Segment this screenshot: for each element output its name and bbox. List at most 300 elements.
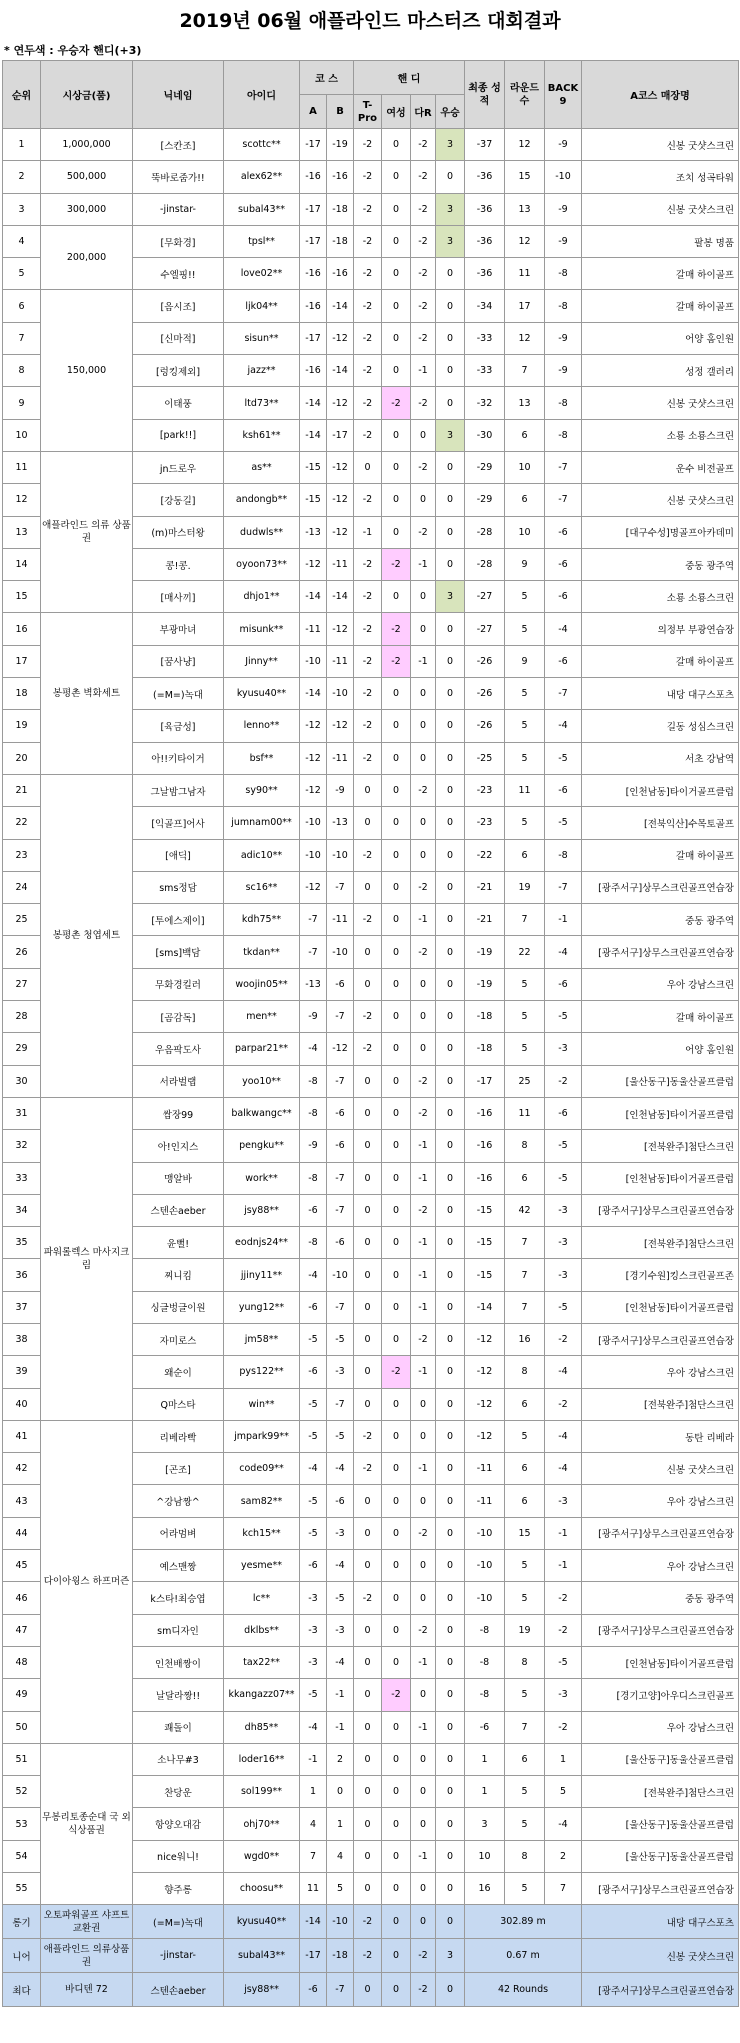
shop-cell: 어양 홈인원: [582, 322, 739, 354]
female-handi-cell: 0: [382, 1776, 411, 1808]
page-title: 2019년 06월 애플라인드 마스터즈 대회결과: [179, 10, 561, 32]
shop-cell: [광주서구]상무스크린골프연습장: [582, 1873, 739, 1905]
rounds-cell: 6: [505, 1388, 545, 1420]
shop-cell: [경기고양]아우디스크린골프: [582, 1679, 739, 1711]
b-course-cell: -10: [327, 1905, 354, 1939]
rank-cell: 16: [3, 613, 41, 645]
award-label-cell: 니어: [3, 1939, 41, 1973]
a-course-cell: 7: [300, 1840, 327, 1872]
nickname-cell: nice워니!: [133, 1840, 224, 1872]
winner-handi-cell: 0: [436, 1227, 465, 1259]
daro-handi-cell: -2: [411, 516, 436, 548]
table-row: [3, 193, 739, 225]
id-cell: yesme**: [224, 1550, 300, 1582]
id-cell: pys122**: [224, 1356, 300, 1388]
id-cell: tpsl**: [224, 225, 300, 257]
final-score-cell: 1: [465, 1743, 505, 1775]
nickname-cell: 날달라짱!!: [133, 1679, 224, 1711]
a-course-cell: -12: [300, 710, 327, 742]
nickname-cell: -jinstar-: [133, 193, 224, 225]
b-course-cell: -13: [327, 807, 354, 839]
rank-cell: 34: [3, 1194, 41, 1226]
a-course-cell: -17: [300, 1939, 327, 1973]
b-course-cell: -12: [327, 387, 354, 419]
rank-cell: 14: [3, 548, 41, 580]
back9-cell: -4: [545, 1420, 582, 1452]
b-course-cell: -7: [327, 1973, 354, 2007]
a-course-cell: -14: [300, 678, 327, 710]
back9-cell: -6: [545, 548, 582, 580]
final-score-cell: -36: [465, 193, 505, 225]
back9-cell: 2: [545, 1840, 582, 1872]
a-course-cell: -9: [300, 1001, 327, 1033]
a-course-cell: -3: [300, 1582, 327, 1614]
nickname-cell: [신마적]: [133, 322, 224, 354]
tpro-cell: 0: [354, 1227, 382, 1259]
daro-handi-cell: -1: [411, 1646, 436, 1678]
rounds-cell: 10: [505, 451, 545, 483]
tpro-cell: 0: [354, 1550, 382, 1582]
b-course-cell: 5: [327, 1873, 354, 1905]
rounds-cell: 5: [505, 710, 545, 742]
tpro-cell: -2: [354, 484, 382, 516]
b-course-cell: -12: [327, 322, 354, 354]
final-score-cell: -28: [465, 516, 505, 548]
daro-handi-cell: 0: [411, 1905, 436, 1939]
rank-cell: 11: [3, 451, 41, 483]
header-handi: 핸 디: [354, 61, 465, 95]
a-course-cell: -10: [300, 645, 327, 677]
id-cell: woojin05**: [224, 968, 300, 1000]
rounds-cell: 12: [505, 322, 545, 354]
tpro-cell: -2: [354, 613, 382, 645]
shop-cell: 어양 홈인원: [582, 1033, 739, 1065]
nickname-cell: 스텐손aeber: [133, 1973, 224, 2007]
nickname-cell: 부광마녀: [133, 613, 224, 645]
b-course-cell: -5: [327, 1420, 354, 1452]
rounds-cell: 12: [505, 129, 545, 161]
winner-handi-cell: 0: [436, 904, 465, 936]
final-score-cell: -36: [465, 258, 505, 290]
b-course-cell: -12: [327, 710, 354, 742]
winner-handi-cell: 0: [436, 1033, 465, 1065]
rounds-cell: 6: [505, 1162, 545, 1194]
a-course-cell: -4: [300, 1033, 327, 1065]
shop-cell: 내당 대구스포츠: [582, 678, 739, 710]
b-course-cell: -1: [327, 1711, 354, 1743]
id-cell: balkwangc**: [224, 1097, 300, 1129]
final-score-cell: -27: [465, 581, 505, 613]
tpro-cell: -2: [354, 645, 382, 677]
female-handi-cell: 0: [382, 451, 411, 483]
final-score-cell: -28: [465, 548, 505, 580]
nickname-cell: sm디자인: [133, 1614, 224, 1646]
id-cell: love02**: [224, 258, 300, 290]
a-course-cell: -9: [300, 1130, 327, 1162]
daro-handi-cell: 0: [411, 1873, 436, 1905]
b-course-cell: -6: [327, 1130, 354, 1162]
final-score-cell: -12: [465, 1420, 505, 1452]
daro-handi-cell: -1: [411, 1453, 436, 1485]
b-course-cell: -12: [327, 516, 354, 548]
nickname-cell: 윤뻘!: [133, 1227, 224, 1259]
female-handi-cell: 0: [382, 1097, 411, 1129]
results-table: [2, 60, 739, 2007]
id-cell: kkangazz07**: [224, 1679, 300, 1711]
winner-handi-cell: 3: [436, 419, 465, 451]
female-handi-cell: 0: [382, 1939, 411, 1973]
rank-cell: 50: [3, 1711, 41, 1743]
daro-handi-cell: -1: [411, 1162, 436, 1194]
back9-cell: -5: [545, 1001, 582, 1033]
shop-cell: [전북완주]첨단스크린: [582, 1227, 739, 1259]
female-handi-cell: 0: [382, 742, 411, 774]
final-score-cell: -12: [465, 1388, 505, 1420]
daro-handi-cell: -2: [411, 871, 436, 903]
header-nickname: 닉네임: [133, 61, 224, 129]
header-shop: A코스 매장명: [582, 61, 739, 129]
id-cell: adic10**: [224, 839, 300, 871]
award-label-cell: 최다: [3, 1973, 41, 2007]
table-row: [3, 161, 739, 193]
winner-handi-cell: 0: [436, 710, 465, 742]
id-cell: yung12**: [224, 1291, 300, 1323]
shop-cell: 소룡 소룡스크린: [582, 419, 739, 451]
female-handi-cell: 0: [382, 1227, 411, 1259]
a-course-cell: -12: [300, 548, 327, 580]
winner-handi-cell: 0: [436, 1162, 465, 1194]
rank-cell: 26: [3, 936, 41, 968]
female-handi-cell: 0: [382, 516, 411, 548]
shop-cell: [광주서구]상무스크린골프연습장: [582, 1973, 739, 2007]
id-cell: sol199**: [224, 1776, 300, 1808]
tpro-cell: -2: [354, 1453, 382, 1485]
back9-cell: -9: [545, 193, 582, 225]
tpro-cell: -2: [354, 322, 382, 354]
back9-cell: -5: [545, 1130, 582, 1162]
female-handi-cell: 0: [382, 1808, 411, 1840]
rank-cell: 4: [3, 225, 41, 257]
a-course-cell: 1: [300, 1776, 327, 1808]
rounds-cell: 17: [505, 290, 545, 322]
rank-cell: 31: [3, 1097, 41, 1129]
rank-cell: 9: [3, 387, 41, 419]
nickname-cell: [곤조]: [133, 1453, 224, 1485]
b-course-cell: -18: [327, 225, 354, 257]
nickname-cell: 항양오대감: [133, 1808, 224, 1840]
b-course-cell: -11: [327, 742, 354, 774]
back9-cell: -4: [545, 1356, 582, 1388]
shop-cell: 신봉 굿샷스크린: [582, 387, 739, 419]
back9-cell: -5: [545, 1162, 582, 1194]
b-course-cell: -17: [327, 419, 354, 451]
daro-handi-cell: -2: [411, 129, 436, 161]
nickname-cell: [스칸조]: [133, 129, 224, 161]
final-score-cell: -11: [465, 1453, 505, 1485]
id-cell: jsy88**: [224, 1194, 300, 1226]
rounds-cell: 5: [505, 1420, 545, 1452]
final-score-cell: -21: [465, 904, 505, 936]
female-handi-cell: 0: [382, 129, 411, 161]
final-score-cell: -33: [465, 355, 505, 387]
female-handi-cell: -2: [382, 387, 411, 419]
shop-cell: 운수 비전골프: [582, 451, 739, 483]
nickname-cell: k스타!최승엽: [133, 1582, 224, 1614]
back9-cell: -4: [545, 936, 582, 968]
tpro-cell: -2: [354, 904, 382, 936]
id-cell: kch15**: [224, 1517, 300, 1549]
winner-handi-cell: 0: [436, 1420, 465, 1452]
shop-cell: 팔봉 명품: [582, 225, 739, 257]
id-cell: kdh75**: [224, 904, 300, 936]
nickname-cell: 인천배짱이: [133, 1646, 224, 1678]
female-handi-cell: 0: [382, 1130, 411, 1162]
prize-cell: 다이아윙스 하프머즌: [41, 1420, 133, 1743]
nickname-cell: [꿈사냥]: [133, 645, 224, 677]
header-daro: 다R: [411, 95, 436, 129]
daro-handi-cell: -1: [411, 1130, 436, 1162]
table-row: [3, 225, 739, 257]
prize-cell: 1,000,000: [41, 129, 133, 161]
back9-cell: -2: [545, 1323, 582, 1355]
female-handi-cell: 0: [382, 678, 411, 710]
rank-cell: 45: [3, 1550, 41, 1582]
tpro-cell: 0: [354, 774, 382, 806]
rank-cell: 10: [3, 419, 41, 451]
a-course-cell: -6: [300, 1194, 327, 1226]
rounds-cell: 19: [505, 1614, 545, 1646]
shop-cell: 중동 광주역: [582, 548, 739, 580]
winner-handi-cell: 0: [436, 1711, 465, 1743]
tpro-cell: 0: [354, 1356, 382, 1388]
nickname-cell: [sms]백담: [133, 936, 224, 968]
rounds-cell: 7: [505, 1711, 545, 1743]
rounds-cell: 42: [505, 1194, 545, 1226]
b-course-cell: -3: [327, 1517, 354, 1549]
tpro-cell: 0: [354, 1808, 382, 1840]
id-cell: men**: [224, 1001, 300, 1033]
id-cell: sam82**: [224, 1485, 300, 1517]
id-cell: dudwls**: [224, 516, 300, 548]
winner-handi-cell: 0: [436, 451, 465, 483]
id-cell: yoo10**: [224, 1065, 300, 1097]
id-cell: oyoon73**: [224, 548, 300, 580]
back9-cell: -5: [545, 1291, 582, 1323]
a-course-cell: -7: [300, 936, 327, 968]
b-course-cell: -7: [327, 1291, 354, 1323]
rank-cell: 20: [3, 742, 41, 774]
rounds-cell: 15: [505, 161, 545, 193]
shop-cell: 우아 강남스크린: [582, 1356, 739, 1388]
winner-handi-cell: 0: [436, 1646, 465, 1678]
back9-cell: 5: [545, 1776, 582, 1808]
daro-handi-cell: -1: [411, 645, 436, 677]
winner-handi-cell: 0: [436, 1776, 465, 1808]
rounds-cell: 13: [505, 193, 545, 225]
shop-cell: [인천남동]타이거골프클럽: [582, 774, 739, 806]
b-course-cell: -1: [327, 1679, 354, 1711]
female-handi-cell: 0: [382, 290, 411, 322]
daro-handi-cell: 0: [411, 1485, 436, 1517]
shop-cell: 동탄 리베라: [582, 1420, 739, 1452]
nickname-cell: ^강남짱^: [133, 1485, 224, 1517]
final-score-cell: -15: [465, 1194, 505, 1226]
final-score-cell: -29: [465, 484, 505, 516]
a-course-cell: -5: [300, 1323, 327, 1355]
rank-cell: 5: [3, 258, 41, 290]
a-course-cell: -1: [300, 1743, 327, 1775]
back9-cell: -4: [545, 613, 582, 645]
winner-handi-cell: 0: [436, 1973, 465, 2007]
tpro-cell: 0: [354, 936, 382, 968]
b-course-cell: -19: [327, 129, 354, 161]
award-label-cell: 롱기: [3, 1905, 41, 1939]
daro-handi-cell: -2: [411, 1517, 436, 1549]
b-course-cell: 0: [327, 1776, 354, 1808]
final-score-cell: -10: [465, 1550, 505, 1582]
header-b: B: [327, 95, 354, 129]
tpro-cell: -2: [354, 678, 382, 710]
winner-handi-cell: 0: [436, 678, 465, 710]
shop-cell: 신봉 굿샷스크린: [582, 484, 739, 516]
shop-cell: 우아 강남스크린: [582, 1485, 739, 1517]
tpro-cell: 0: [354, 1840, 382, 1872]
final-score-cell: 1: [465, 1776, 505, 1808]
tpro-cell: -2: [354, 290, 382, 322]
shop-cell: 우아 강남스크린: [582, 968, 739, 1000]
a-course-cell: -15: [300, 484, 327, 516]
a-course-cell: -7: [300, 904, 327, 936]
shop-cell: [전북완주]첨단스크린: [582, 1130, 739, 1162]
tpro-cell: 0: [354, 1162, 382, 1194]
winner-handi-cell: 0: [436, 1679, 465, 1711]
back9-cell: -2: [545, 1582, 582, 1614]
back9-cell: -6: [545, 516, 582, 548]
b-course-cell: -12: [327, 613, 354, 645]
final-score-cell: 3: [465, 1808, 505, 1840]
tpro-cell: -1: [354, 516, 382, 548]
id-cell: kyusu40**: [224, 678, 300, 710]
b-course-cell: -11: [327, 904, 354, 936]
winner-handi-cell: 0: [436, 1453, 465, 1485]
b-course-cell: -6: [327, 1485, 354, 1517]
back9-cell: 7: [545, 1873, 582, 1905]
final-score-cell: -19: [465, 968, 505, 1000]
tpro-cell: -2: [354, 419, 382, 451]
prize-cell: 파워롤렉스 마사지크림: [41, 1097, 133, 1420]
a-course-cell: -15: [300, 451, 327, 483]
rank-cell: 53: [3, 1808, 41, 1840]
nickname-cell: 맹알바: [133, 1162, 224, 1194]
back9-cell: -7: [545, 484, 582, 516]
female-handi-cell: 0: [382, 1485, 411, 1517]
nickname-cell: [투에스제이]: [133, 904, 224, 936]
daro-handi-cell: -2: [411, 387, 436, 419]
rounds-cell: 6: [505, 419, 545, 451]
winner-handi-cell: 0: [436, 1097, 465, 1129]
a-course-cell: -5: [300, 1388, 327, 1420]
winner-handi-cell: 3: [436, 1939, 465, 1973]
b-course-cell: -16: [327, 161, 354, 193]
final-score-cell: -15: [465, 1259, 505, 1291]
rounds-cell: 7: [505, 1259, 545, 1291]
daro-handi-cell: -1: [411, 1291, 436, 1323]
daro-handi-cell: -1: [411, 355, 436, 387]
female-handi-cell: 0: [382, 1291, 411, 1323]
back9-cell: -6: [545, 1097, 582, 1129]
tpro-cell: -2: [354, 1001, 382, 1033]
final-score-cell: -23: [465, 774, 505, 806]
female-handi-cell: -2: [382, 613, 411, 645]
tpro-cell: 0: [354, 1873, 382, 1905]
table-row: [3, 613, 739, 645]
tpro-cell: -2: [354, 1905, 382, 1939]
winner-handi-cell: 0: [436, 1001, 465, 1033]
nickname-cell: 스텐손aeber: [133, 1194, 224, 1226]
nickname-cell: 무화경킬러: [133, 968, 224, 1000]
back9-cell: -3: [545, 1679, 582, 1711]
shop-cell: 신봉 굿샷스크린: [582, 193, 739, 225]
female-handi-cell: 0: [382, 1162, 411, 1194]
a-course-cell: -4: [300, 1259, 327, 1291]
winner-handi-cell: 0: [436, 839, 465, 871]
nickname-cell: 이태풍: [133, 387, 224, 419]
final-score-cell: -17: [465, 1065, 505, 1097]
final-score-cell: -36: [465, 161, 505, 193]
shop-cell: [인천남동]타이거골프클럽: [582, 1646, 739, 1678]
a-course-cell: -3: [300, 1614, 327, 1646]
final-score-cell: -15: [465, 1227, 505, 1259]
nickname-cell: 콩!콩.: [133, 548, 224, 580]
rounds-cell: 8: [505, 1840, 545, 1872]
daro-handi-cell: 0: [411, 1776, 436, 1808]
nickname-cell: 찬당운: [133, 1776, 224, 1808]
tpro-cell: -2: [354, 355, 382, 387]
id-cell: scottc**: [224, 129, 300, 161]
winner-handi-cell: 0: [436, 1356, 465, 1388]
final-score-cell: -18: [465, 1033, 505, 1065]
rank-cell: 8: [3, 355, 41, 387]
id-cell: wgd0**: [224, 1840, 300, 1872]
header-rounds: 라운드 수: [505, 61, 545, 129]
rounds-cell: 5: [505, 1001, 545, 1033]
rank-cell: 7: [3, 322, 41, 354]
final-score-cell: -11: [465, 1485, 505, 1517]
id-cell: choosu**: [224, 1873, 300, 1905]
tpro-cell: 0: [354, 1259, 382, 1291]
prize-cell: 500,000: [41, 161, 133, 193]
back9-cell: -10: [545, 161, 582, 193]
prize-cell: 애플라인드 의류 상품권: [41, 451, 133, 612]
winner-handi-cell: 0: [436, 290, 465, 322]
id-cell: andongb**: [224, 484, 300, 516]
nickname-cell: 쾌돌이: [133, 1711, 224, 1743]
shop-cell: 내당 대구스포츠: [582, 1905, 739, 1939]
back9-cell: -2: [545, 1711, 582, 1743]
id-cell: ksh61**: [224, 419, 300, 451]
a-course-cell: 11: [300, 1873, 327, 1905]
b-course-cell: -7: [327, 871, 354, 903]
tpro-cell: -2: [354, 258, 382, 290]
nickname-cell: 우음팍도사: [133, 1033, 224, 1065]
rank-cell: 36: [3, 1259, 41, 1291]
a-course-cell: 4: [300, 1808, 327, 1840]
shop-cell: 갈매 하이골프: [582, 1001, 739, 1033]
shop-cell: [울산동구]동울산골프클럽: [582, 1808, 739, 1840]
back9-cell: -4: [545, 1453, 582, 1485]
shop-cell: [경기수원]킹스크린골프존: [582, 1259, 739, 1291]
b-course-cell: -7: [327, 1194, 354, 1226]
